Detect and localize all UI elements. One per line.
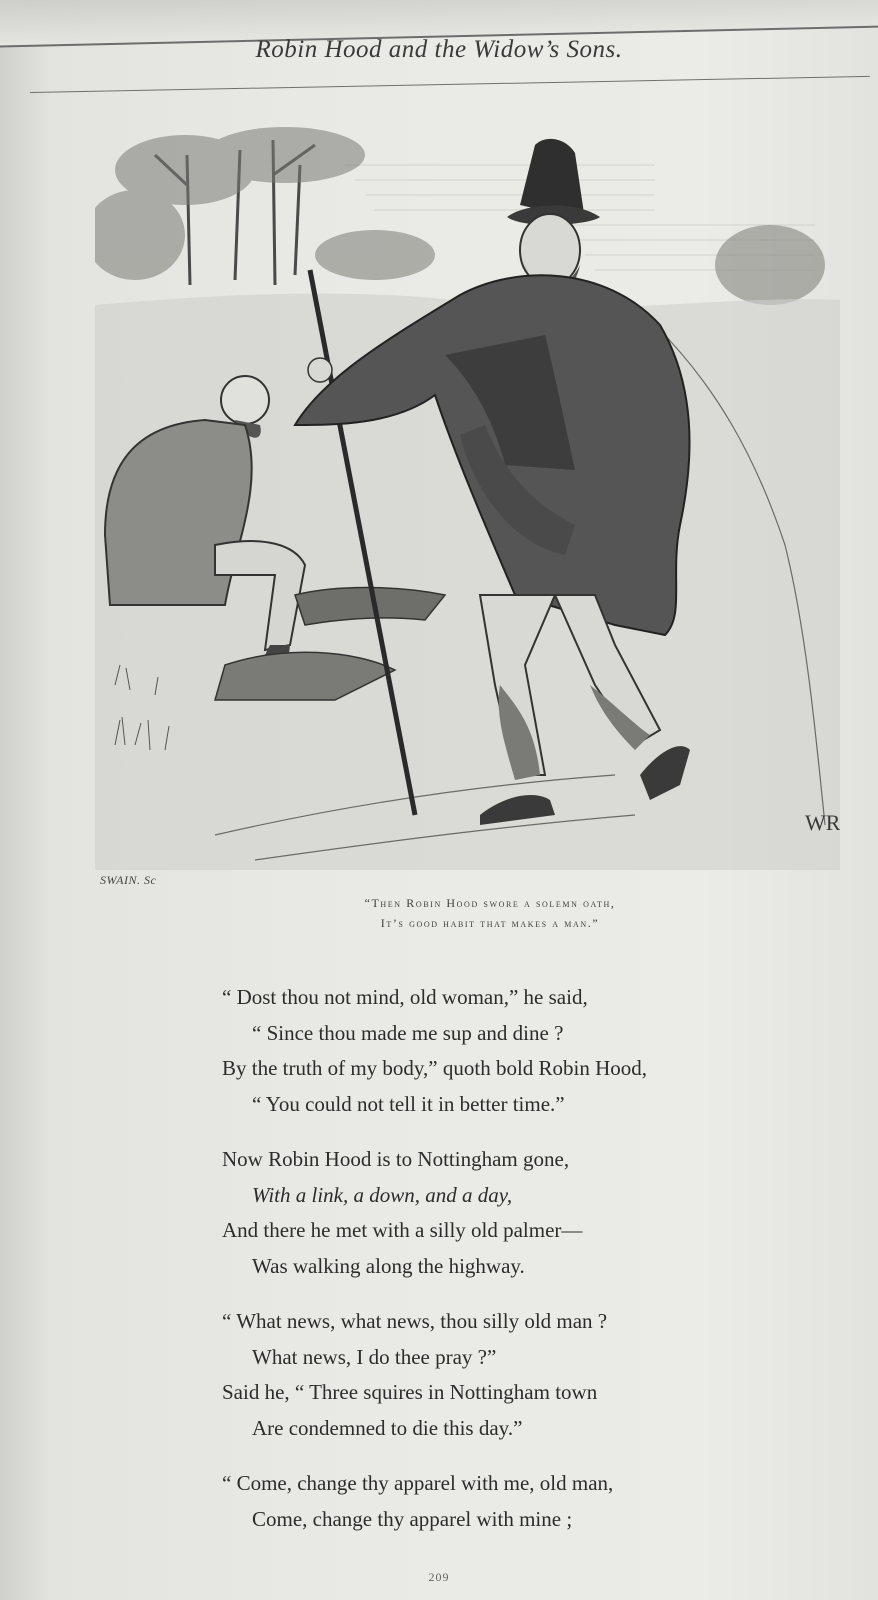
- poem-line-refrain: With a link, a down, and a day,: [252, 1182, 513, 1207]
- stanza-4: [222, 1466, 842, 1537]
- poem-line: Are condemned to die this day.”: [252, 1415, 523, 1440]
- running-header: Robin Hood and the Widow’s Sons.: [255, 36, 623, 63]
- poem-line: Now Robin Hood is to Nottingham gone,: [222, 1147, 570, 1171]
- foliage: [95, 127, 825, 305]
- poem-line: “ What news, what news, thou silly old man ?: [222, 1309, 608, 1333]
- stanza-2: [222, 1142, 842, 1284]
- poem-line: By the truth of my body,” quoth bold Robin Hood,: [222, 1056, 648, 1080]
- header-rule: [30, 76, 870, 93]
- poem-line: “ You could not tell it in better time.”: [252, 1091, 565, 1116]
- engraving-illustration: [95, 125, 840, 870]
- stanza-1: [222, 980, 842, 1122]
- poem-line: “ Dost thou not mind, old woman,” he said,: [222, 985, 588, 1009]
- poem-line: Come, change thy apparel with mine ;: [252, 1506, 573, 1531]
- illustration-caption: [200, 893, 780, 933]
- poem-line: Was walking along the highway.: [252, 1253, 525, 1278]
- engraver-signature: SWAIN. Sc: [100, 873, 157, 887]
- artist-monogram: WR: [805, 810, 840, 835]
- caption-line-2: It’s good habit that makes a man.”: [380, 916, 600, 930]
- poem-line: “ Come, change thy apparel with me, old man,: [222, 1471, 614, 1495]
- poem-text: [222, 980, 842, 1557]
- stanza-3: [222, 1304, 842, 1446]
- page-number: 209: [428, 1570, 450, 1584]
- caption-line-1: “Then Robin Hood swore a solemn oath,: [364, 896, 616, 910]
- poem-line: Said he, “ Three squires in Nottingham town: [222, 1380, 598, 1404]
- poem-line: What news, I do thee pray ?”: [252, 1344, 497, 1369]
- poem-line: “ Since thou made me sup and dine ?: [252, 1020, 564, 1045]
- poem-line: And there he met with a silly old palmer—: [222, 1218, 583, 1242]
